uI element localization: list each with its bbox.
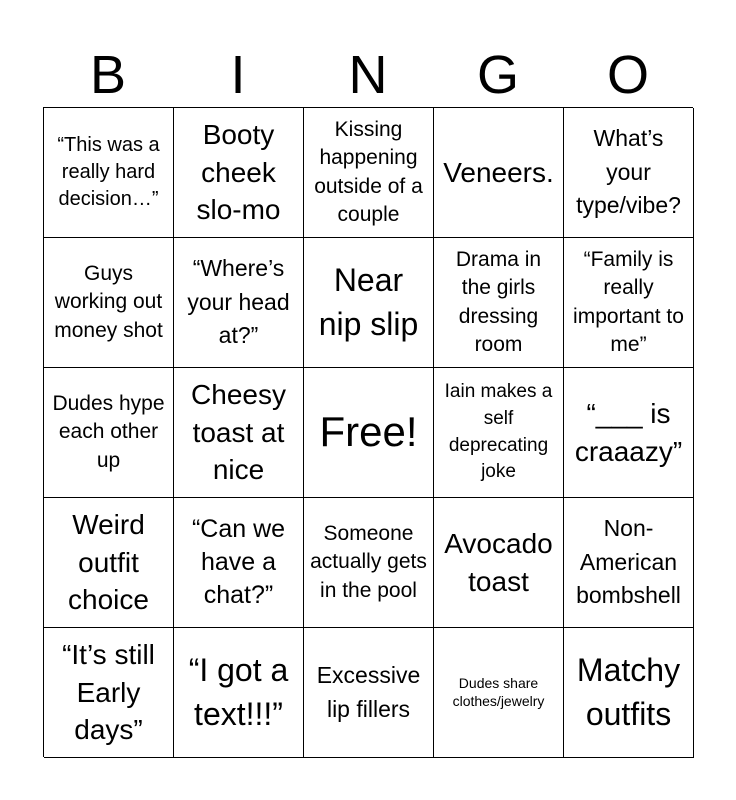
bingo-cell[interactable] (564, 368, 694, 498)
bingo-cell[interactable] (174, 108, 304, 238)
free-space-text: Free! (319, 408, 418, 456)
bingo-cell-text: Iain makes a self deprecating joke (444, 381, 553, 483)
bingo-cell[interactable] (564, 498, 694, 628)
bingo-cell[interactable] (44, 238, 174, 368)
bingo-cell-text: Drama in the girls dressing room (455, 247, 542, 356)
bingo-cell[interactable] (434, 498, 564, 628)
bingo-cell-text: What’s your type/vibe? (576, 125, 681, 219)
bingo-cell-text: “I got a text!!!” (188, 652, 289, 732)
bingo-cell[interactable] (434, 108, 564, 238)
bingo-cell[interactable] (174, 368, 304, 498)
bingo-cell[interactable] (174, 238, 304, 368)
bingo-cell[interactable] (44, 368, 174, 498)
bingo-cell-text: Kissing happening outside of a couple (314, 117, 423, 226)
bingo-cell-text: Avocado toast (444, 527, 553, 597)
bingo-cell-text: “This was a really hard decision…” (57, 134, 160, 210)
bingo-cell[interactable] (174, 498, 304, 628)
bingo-cell-text: “It’s still Early days” (62, 638, 155, 746)
bingo-cell[interactable] (434, 238, 564, 368)
bingo-cell[interactable] (44, 628, 174, 758)
bingo-cell[interactable] (564, 108, 694, 238)
bingo-cell-text: “Where’s your head at?” (187, 255, 290, 349)
bingo-cell[interactable] (304, 108, 434, 238)
bingo-cell[interactable] (564, 628, 694, 758)
header-letter-i: I (230, 45, 246, 105)
bingo-cell-text: Dudes hype each other up (52, 391, 165, 472)
bingo-cell[interactable] (304, 238, 434, 368)
free-space[interactable] (304, 368, 434, 498)
bingo-cell[interactable] (304, 498, 434, 628)
bingo-cell[interactable] (434, 628, 564, 758)
bingo-cell-text: Weird outfit choice (68, 508, 149, 616)
bingo-cell[interactable] (174, 628, 304, 758)
bingo-cell-text: Excessive lip fillers (316, 662, 421, 722)
bingo-cell-text: Near nip slip (318, 262, 419, 342)
bingo-board (43, 107, 693, 757)
bingo-cell[interactable] (44, 108, 174, 238)
bingo-cell[interactable] (44, 498, 174, 628)
bingo-cell[interactable] (434, 368, 564, 498)
bingo-cell-text: Matchy outfits (576, 652, 681, 732)
bingo-cell-text: “Can we have a chat?” (191, 515, 286, 609)
header-letter-b: B (89, 45, 127, 105)
bingo-cell-text: “___ is craaazy” (574, 397, 683, 467)
bingo-cell[interactable] (304, 628, 434, 758)
header-letter-o: O (606, 45, 649, 105)
bingo-cell-text: Non-American bombshell (576, 515, 681, 609)
bingo-cell-text: “Family is really important to me” (573, 247, 684, 356)
bingo-header (43, 44, 693, 106)
bingo-cell-text: Booty cheek slo-mo (196, 118, 281, 226)
bingo-cell-text: Dudes share clothes/jewelry (452, 675, 545, 709)
bingo-cell-text: Veneers. (443, 156, 554, 188)
header-letter-n: N (348, 45, 388, 105)
bingo-cell[interactable] (564, 238, 694, 368)
bingo-cell-text: Cheesy toast at nice (191, 378, 286, 486)
bingo-cell-text: Guys working out money shot (54, 261, 163, 342)
header-letter-g: G (476, 45, 519, 105)
bingo-cell-text: Someone actually gets in the pool (310, 521, 427, 602)
